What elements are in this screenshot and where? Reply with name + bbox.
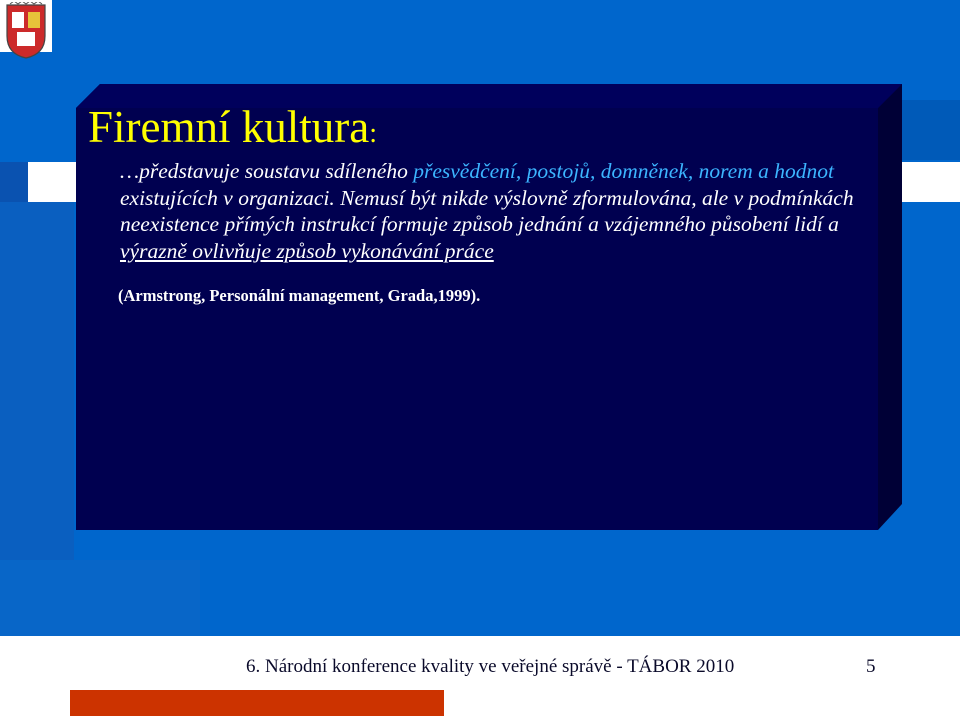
footer-text: 6. Národní konference kvality ve veřejné správě - TÁBOR 2010 (246, 656, 735, 677)
underlined-phrase: výrazně ovlivňuje způsob vykonávání práce (120, 238, 494, 263)
page-number: 5 (866, 656, 876, 677)
coat-of-arms-icon (4, 2, 48, 60)
definition-paragraph (88, 158, 888, 264)
slide-title (88, 96, 888, 158)
title-text: Firemní kultura (88, 102, 370, 152)
paragraph-intro: …představuje soustavu sdíleného (120, 159, 414, 183)
paragraph-middle: existujících v organizaci. Nemusí být nikde výslovně zformulována, ale v podmínkách neexistence přímých instrukcí formuje způsob jednání a vzájemného působení lidí a (120, 185, 854, 236)
highlighted-phrase: přesvědčení, postojů, domněnek, norem a hodnot (413, 159, 834, 183)
title-colon: : (369, 118, 377, 149)
slide-content (88, 96, 888, 306)
slide-footer (0, 652, 960, 682)
citation: (Armstrong, Personální management, Grada,1999). (118, 286, 481, 305)
